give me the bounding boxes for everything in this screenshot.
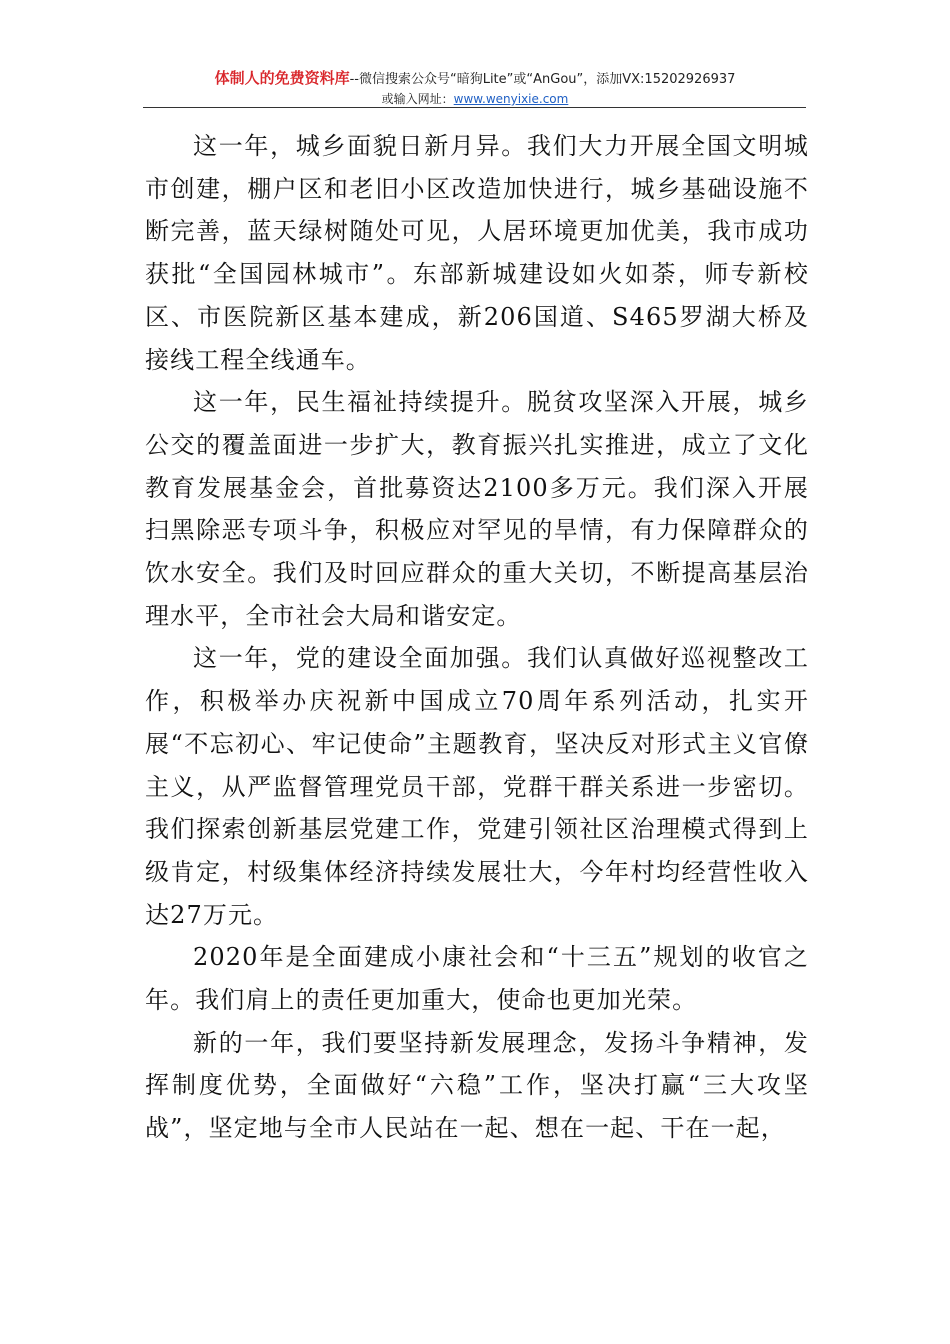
paragraph-new-year: 新的一年，我们要坚持新发展理念，发扬斗争精神，发挥制度优势，全面做好“六稳”工作，坚决打赢“三大攻坚战”，坚定地与全市人民站在一起、想在一起、干在一起，	[145, 1028, 809, 1143]
paragraph-party-building: 这一年，党的建设全面加强。我们认真做好巡视整改工作，积极举办庆祝新中国成立70周年系列活动，扎实开展“不忘初心、牢记使命”主题教育，坚决反对形式主义官僚主义，从严监督管理党员干部，党群干群关系进一步密切。我们探索创新基层党建工作，党建引领社区治理模式得到上级肯定，村级集体经济持续发展壮大，今年村均经营性收入达27万元。	[145, 644, 809, 929]
header-contact-info: --微信搜索公众号“暗狗Lite”或“AnGou”，添加VX:15202926937	[349, 72, 736, 87]
paragraph-urban-rural: 这一年，城乡面貌日新月异。我们大力开展全国文明城市创建，棚户区和老旧小区改造加快进行，城乡基础设施不断完善，蓝天绿树随处可见，人居环境更加优美，我市成功获批“全国园林城市”。东部新城建设如火如荼，师专新校区、市医院新区基本建成，新206国道、S465罗湖大桥及接线工程全线通车。	[145, 132, 809, 374]
header-divider	[143, 107, 806, 108]
paragraph-2020-goal: 2020年是全面建成小康社会和“十三五”规划的收官之年。我们肩上的责任更加重大，使命也更加光荣。	[145, 943, 809, 1015]
header-line-2	[0, 90, 950, 108]
header-line-1	[0, 68, 950, 90]
page-header	[0, 68, 950, 108]
header-url-prefix: 或输入网址：	[381, 92, 454, 106]
paragraph-livelihood: 这一年，民生福祉持续提升。脱贫攻坚深入开展，城乡公交的覆盖面进一步扩大，教育振兴扎实推进，成立了文化教育发展基金会，首批募资达2100多万元。我们深入开展扫黑除恶专项斗争，积极应对罕见的旱情，有力保障群众的饮水安全。我们及时回应群众的重大关切，不断提高基层治理水平，全市社会大局和谐安定。	[145, 388, 809, 630]
document-body	[145, 125, 809, 1150]
header-url-link[interactable]: www.wenyixie.com	[453, 92, 569, 106]
header-brand: 体制人的免费资料库	[214, 69, 350, 87]
